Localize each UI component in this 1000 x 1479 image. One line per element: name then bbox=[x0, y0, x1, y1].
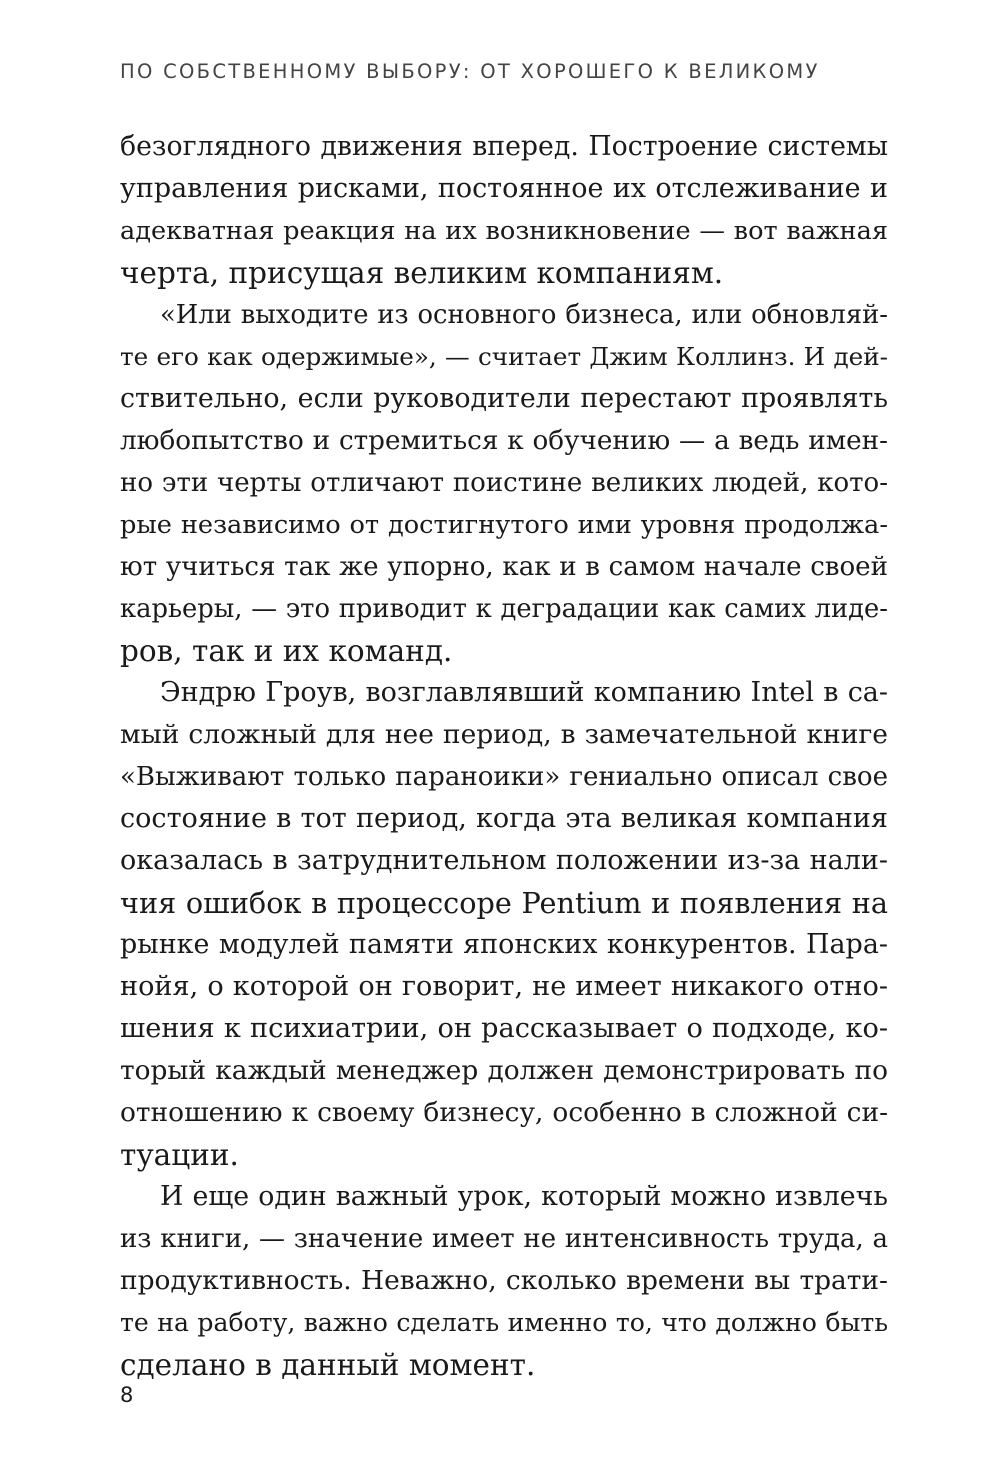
text-line: Эндрю Гроув, возглавлявший компанию Intel в са- bbox=[160, 677, 888, 708]
text-line: «Или выходите из основного бизнеса, или обновляй- bbox=[160, 300, 888, 330]
text-line: мый сложный для нее период, в замечательной книге bbox=[120, 719, 888, 750]
text-line: ют учиться так же упорно, как и в самом начале своей bbox=[120, 552, 888, 582]
text-line: из книги, — значение имеет не интенсивность труда, а bbox=[120, 1224, 888, 1254]
running-head: ПО СОБСТВЕННОМУ ВЫБОРУ: ОТ ХОРОШЕГО К ВЕЛИКОМУ bbox=[120, 60, 820, 83]
text-line: рые независимо от достигнутого ими уровня продолжа- bbox=[120, 510, 888, 540]
text-line: карьеры, — это приводит к деградации как самих лиде- bbox=[120, 594, 888, 624]
paragraph bbox=[120, 672, 888, 1176]
text-line: любопытство и стремиться к обучению — а ведь имен- bbox=[120, 426, 888, 456]
text-line: И еще один важный урок, который можно извлечь bbox=[160, 1181, 888, 1212]
text-line: «Выживают только параноики» гениально описал свое bbox=[120, 762, 888, 792]
text-line: но эти черты отличают поистине великих людей, кото- bbox=[120, 468, 888, 498]
paragraph bbox=[120, 294, 888, 672]
text-line: рынке модулей памяти японских конкурентов. Пара- bbox=[120, 929, 888, 960]
text-line: отношению к своему бизнесу, особенно в сложной си- bbox=[120, 1097, 888, 1128]
text-line: чия ошибок в процессоре Pentium и появления на bbox=[120, 886, 888, 920]
text-line: те на работу, важно сделать именно то, что должно быть bbox=[120, 1308, 888, 1337]
text-line: сделано в данный момент. bbox=[120, 1348, 536, 1382]
text-line: туации. bbox=[120, 1138, 239, 1172]
text-line: адекватная реакция на их возникновение — вот важная bbox=[120, 216, 888, 246]
text-line: шения к психиатрии, он рассказывает о подходе, ко- bbox=[120, 1013, 888, 1044]
text-line: оказалась в затруднительном положении из-за нали- bbox=[120, 845, 888, 876]
body-text bbox=[120, 126, 888, 1386]
text-line: ствительно, если руководители перестают проявлять bbox=[120, 383, 888, 414]
text-line: ров, так и их команд. bbox=[120, 634, 453, 668]
paragraph bbox=[120, 1176, 888, 1386]
text-line: торый каждый менеджер должен демонстрировать по bbox=[120, 1055, 888, 1086]
page-number: 8 bbox=[120, 1383, 134, 1407]
text-line: управления рисками, постоянное их отслеживание и bbox=[120, 173, 888, 204]
paragraph bbox=[120, 126, 888, 294]
text-line: черта, присущая великим компаниям. bbox=[120, 256, 724, 290]
text-line: состояние в тот период, когда эта великая компания bbox=[120, 803, 888, 834]
text-line: нойя, о которой он говорит, не имеет никакого отно- bbox=[120, 971, 888, 1002]
text-line: безоглядного движения вперед. Построение системы bbox=[120, 131, 888, 162]
text-line: продуктивность. Неважно, сколько времени вы трати- bbox=[120, 1265, 888, 1296]
text-line: те его как одержимые», — считает Джим Коллинз. И дей- bbox=[120, 342, 888, 371]
